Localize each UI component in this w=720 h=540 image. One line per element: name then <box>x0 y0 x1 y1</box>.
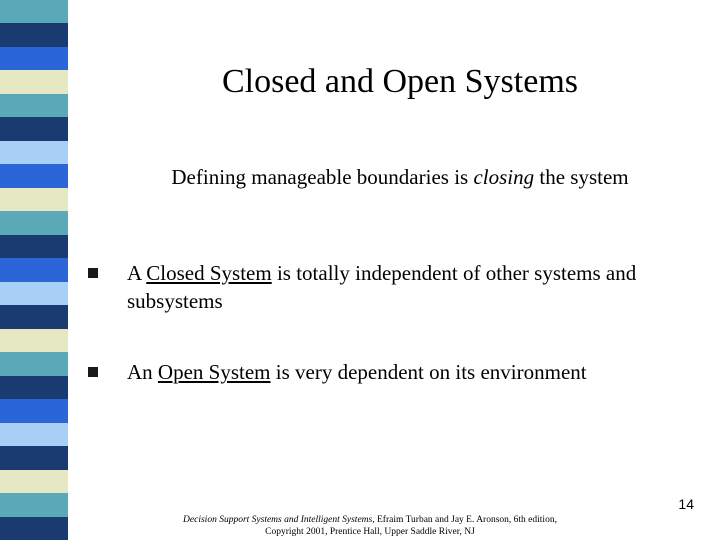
page-number: 14 <box>678 496 694 512</box>
bullet-text-end: is totally independent of other systems and subsystems <box>127 261 637 313</box>
stripe-block <box>0 235 68 259</box>
bullet-term-open-system: Open System <box>157 360 271 384</box>
stripe-block <box>0 258 68 282</box>
stripe-block <box>0 94 68 118</box>
footer-line-1 <box>130 514 610 526</box>
stripe-block <box>0 47 68 71</box>
bullet-text-start: An <box>127 360 158 384</box>
stripe-block <box>0 470 68 494</box>
footer-citation <box>130 514 610 538</box>
bullet-text <box>127 259 707 315</box>
stripe-block <box>0 446 68 470</box>
stripe-block <box>0 517 68 540</box>
bullet-text-end: is very dependent on its environment <box>270 360 587 384</box>
slide-subtitle <box>100 163 700 191</box>
bullet-text-start: A <box>127 261 147 285</box>
subtitle-text-end: the system <box>534 165 629 189</box>
bullet-text <box>127 358 707 386</box>
slide-title: Closed and Open Systems <box>221 63 579 100</box>
stripe-block <box>0 493 68 517</box>
subtitle-emphasis: closing <box>473 165 535 189</box>
square-bullet-icon <box>88 367 98 377</box>
stripe-block <box>0 0 68 24</box>
bullet-term-closed-system: Closed System <box>146 261 272 285</box>
stripe-block <box>0 70 68 94</box>
subtitle-text-start: Defining manageable boundaries is <box>171 165 474 189</box>
stripe-block <box>0 23 68 47</box>
square-bullet-icon <box>88 268 98 278</box>
footer-line-2: Copyright 2001, Prentice Hall, Upper Saddle River, NJ <box>265 527 475 537</box>
decorative-side-stripe <box>0 0 68 540</box>
stripe-block <box>0 211 68 235</box>
stripe-block <box>0 117 68 141</box>
stripe-block <box>0 399 68 423</box>
footer-book-title: Decision Support Systems and Intelligent Systems <box>183 515 373 525</box>
stripe-block <box>0 329 68 353</box>
stripe-block <box>0 188 68 212</box>
stripe-block <box>0 423 68 447</box>
stripe-block <box>0 141 68 165</box>
stripe-block <box>0 282 68 306</box>
stripe-block <box>0 305 68 329</box>
stripe-block <box>0 376 68 400</box>
stripe-block <box>0 164 68 188</box>
footer-authors: , Efraim Turban and Jay E. Aronson, 6th edition, <box>372 515 557 525</box>
stripe-block <box>0 352 68 376</box>
